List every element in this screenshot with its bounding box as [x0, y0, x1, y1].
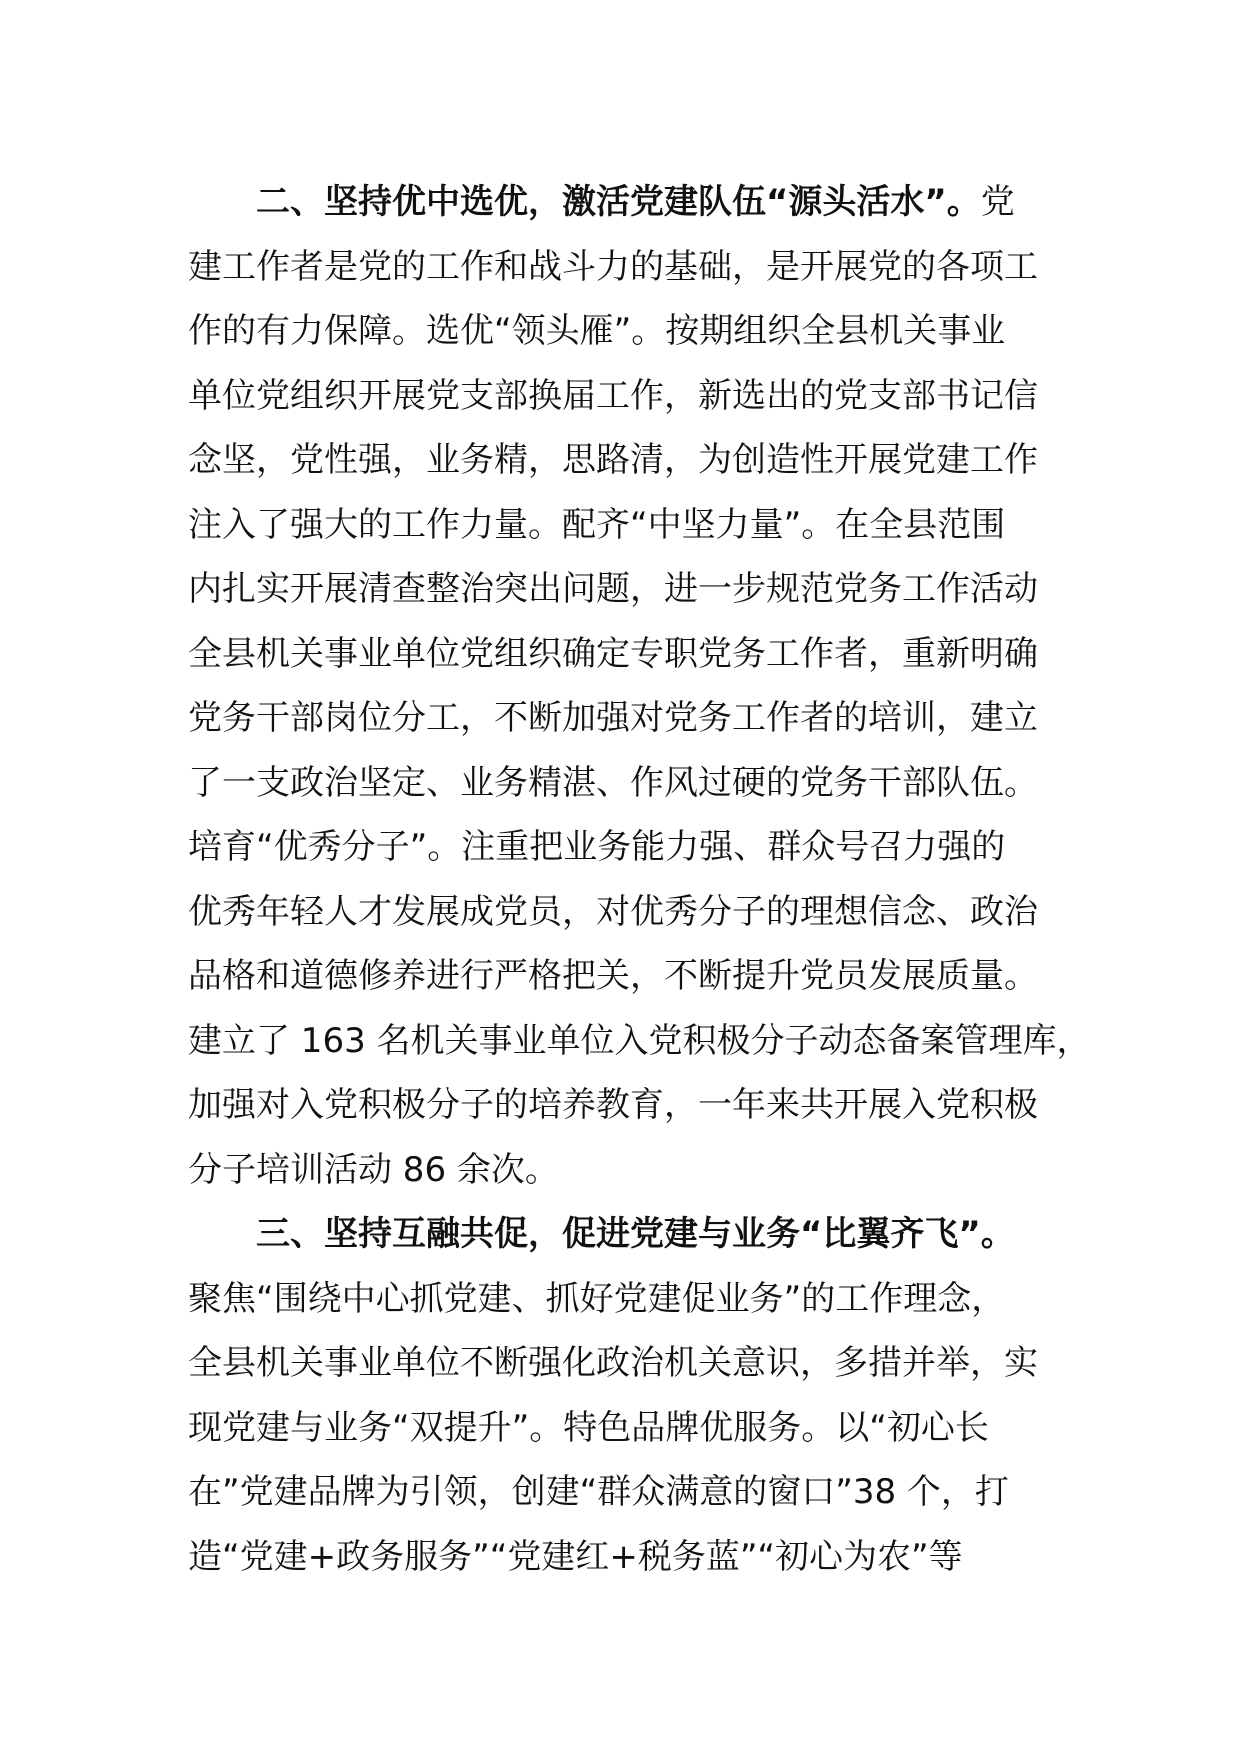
- document-body: [188, 170, 1091, 1589]
- paragraph-line: 培育“优秀分子”。注重把业务能力强、群众号召力强的: [188, 827, 1006, 867]
- paragraph-line: 内扎实开展清查整治突出问题，进一步规范党务工作活动: [188, 569, 1038, 609]
- paragraph-line: 现党建与业务“双提升”。特色品牌优服务。以“初心长: [188, 1407, 989, 1448]
- paragraph-line: 建立了 163 名机关事业单位入党积极分子动态备案管理库，: [188, 1020, 1091, 1061]
- paragraph-line: 品格和道德修养进行严格把关，不断提升党员发展质量。: [188, 956, 1038, 996]
- paragraph-line: 注入了强大的工作力量。配齐“中坚力量”。在全县范围: [188, 504, 1006, 545]
- paragraph-line: 建工作者是党的工作和战斗力的基础，是开展党的各项工: [188, 246, 1038, 287]
- paragraph-line: 聚焦“围绕中心抓党建、抓好党建促业务”的工作理念，: [188, 1278, 1006, 1319]
- paragraph-line: 在”党建品牌为引领，创建“群众满意的窗口”38 个，打: [188, 1472, 1009, 1512]
- paragraph-line: 了一支政治坚定、业务精湛、作风过硬的党务干部队伍。: [188, 762, 1038, 803]
- section-2-heading: 二、坚持优中选优，激活党建队伍“源头活水”。: [256, 182, 981, 222]
- paragraph-line: 党务干部岗位分工，不断加强对党务工作者的培训，建立: [188, 698, 1038, 738]
- paragraph-line: 全县机关事业单位不断强化政治机关意识，多措并举，实: [188, 1343, 1038, 1383]
- paragraph-line: 分子培训活动 86 余次。: [188, 1149, 559, 1190]
- paragraph-line: 优秀年轻人才发展成党员，对优秀分子的理想信念、政治: [188, 891, 1038, 932]
- paragraph-line: 单位党组织开展党支部换届工作，新选出的党支部书记信: [188, 375, 1038, 416]
- paragraph-line: 念坚，党性强，业务精，思路清，为创造性开展党建工作: [188, 440, 1038, 480]
- paragraph-line: 全县机关事业单位党组织确定专职党务工作者，重新明确: [188, 633, 1038, 674]
- section-3-heading: 三、坚持互融共促，促进党建与业务“比翼齐飞”。: [256, 1214, 1015, 1254]
- paragraph-line: 加强对入党积极分子的培养教育，一年来共开展入党积极: [188, 1085, 1038, 1125]
- paragraph-text: 党: [980, 182, 1015, 222]
- paragraph-line: 造“党建+政务服务”“党建红+税务蓝”“初心为农”等: [188, 1536, 963, 1577]
- paragraph-line: 作的有力保障。选优“领头雁”。按期组织全县机关事业: [188, 311, 1006, 351]
- section-2-first-line: [188, 170, 1088, 235]
